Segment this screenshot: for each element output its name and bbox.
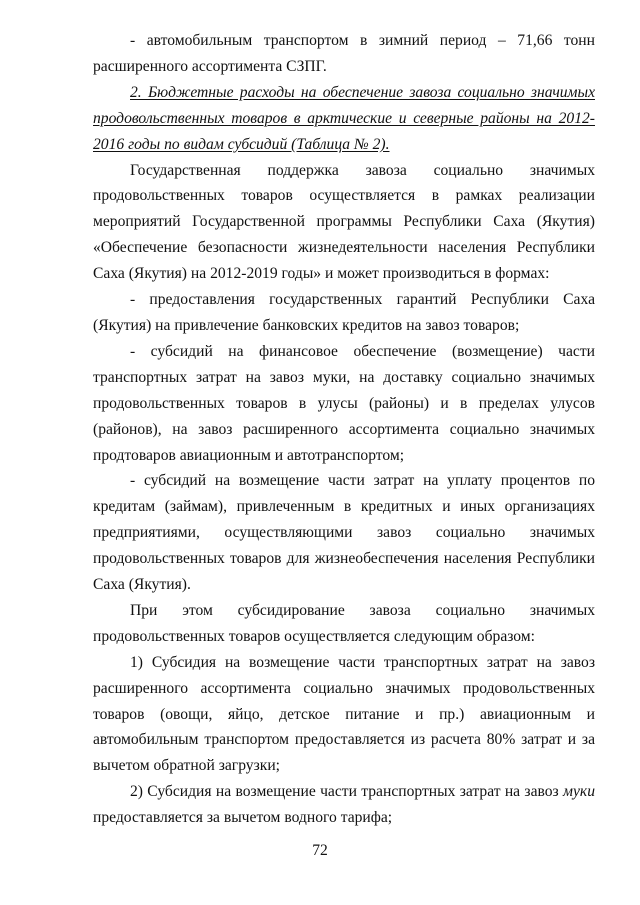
body-paragraph-1: - автомобильным транспортом в зимний период – 71,66 тонн расширенного ассортимента СЗПГ. xyxy=(93,32,595,75)
body-paragraph-6: При этом субсидирование завоза социально значимых продовольственных товаров осуществляется следующим образом: xyxy=(93,601,595,645)
body-paragraph-3: - предоставления государственных гарантий Республики Саха (Якутия) на привлечение банковских кредитов на завоз товаров; xyxy=(93,291,595,334)
paragraph-text: 2) Субсидия на возмещение части транспортных затрат на завоз xyxy=(130,783,564,801)
body-paragraph-2: Государственная поддержка завоза социально значимых продовольственных товаров осуществляется в рамках реализации мероприятий Государственной программы Республики Саха (Якутия) «Обеспечение безопасности жизнедеятельности населения Республики Саха (Якутия) на 2012-2019 годы» и может производиться в формах: xyxy=(93,161,595,283)
body-paragraph-7: 1) Субсидия на возмещение части транспортных затрат на завоз расширенного ассортимента социально значимых продовольственных товаров (овощи, яйцо, детское питание и пр.) авиационным и автомобильным транспортом предоставляется из расчета 80% затрат и за вычетом обратной загрузки; xyxy=(93,653,595,775)
body-paragraph-8 xyxy=(93,779,595,831)
page-number: 72 xyxy=(312,842,328,859)
emphasized-word: муки xyxy=(563,783,595,801)
body-paragraph-4: - субсидий на финансовое обеспечение (возмещение) части транспортных затрат на завоз муки, на доставку социально значимых продовольственных товаров в улусы (районы) и в пределах улусов (районов), на завоз расширенного ассортимента социально значимых продтоваров авиационным и автотранспортом; xyxy=(93,342,595,464)
paragraph-text: предоставляется за вычетом водного тарифа; xyxy=(93,809,393,827)
section-heading: 2. Бюджетные расходы на обеспечение завоза социально значимых продовольственных товаров в арктические и северные районы на 2012-2016 годы по видам субсидий (Таблица № 2). xyxy=(93,83,595,153)
body-paragraph-5: - субсидий на возмещение части затрат на уплату процентов по кредитам (займам), привлеченным в кредитных и иных организациях предприятиями, осуществляющими завоз социально значимых продовольственных товаров для жизнеобеспечения населения Республики Саха (Якутия). xyxy=(93,472,595,594)
document-page xyxy=(93,28,595,831)
